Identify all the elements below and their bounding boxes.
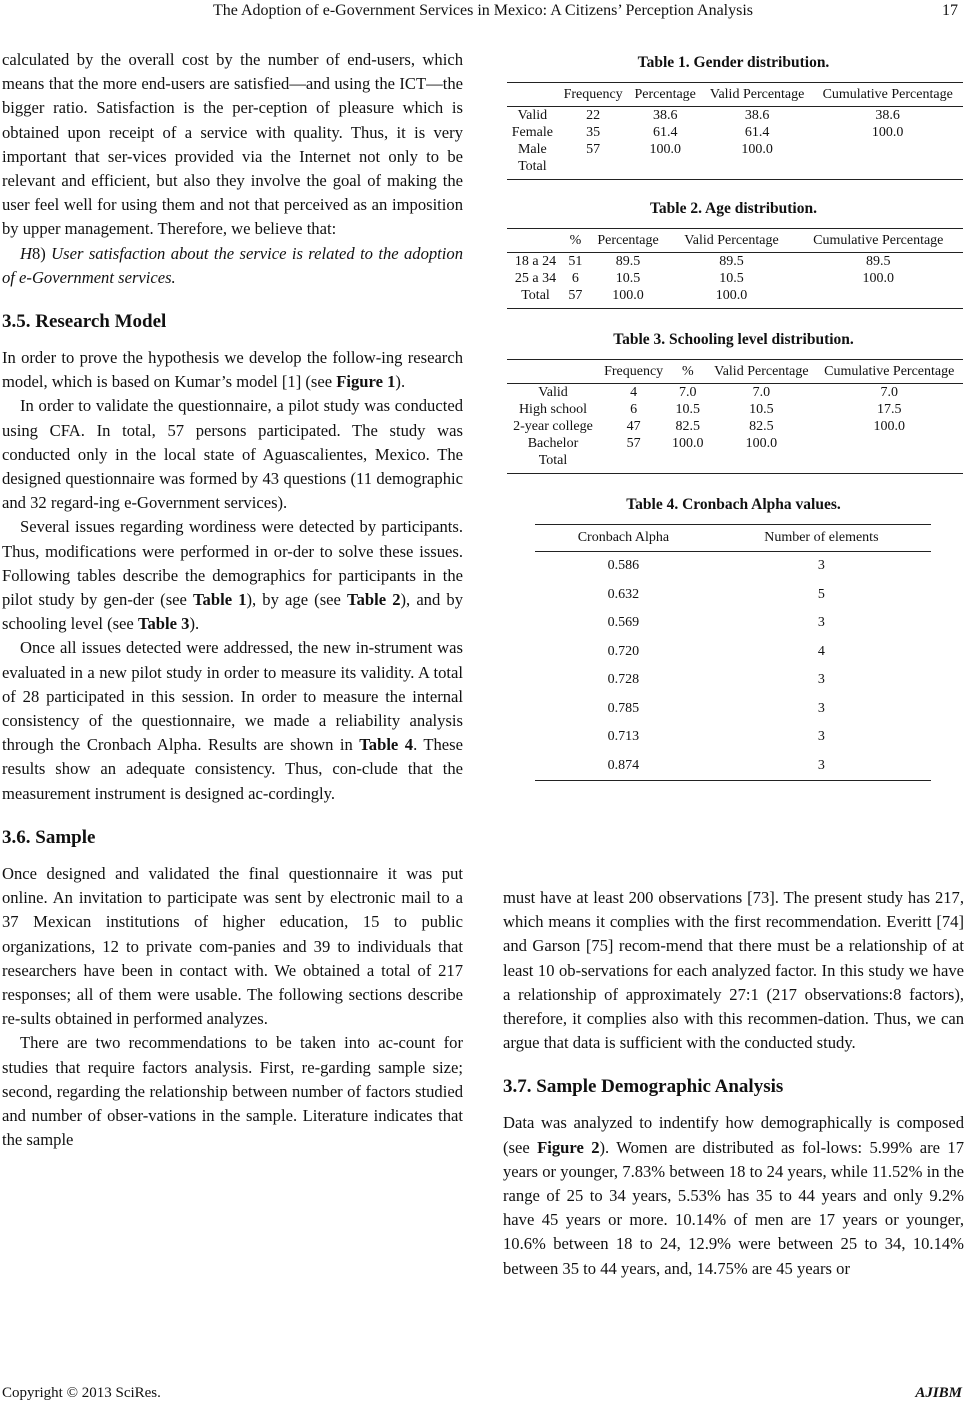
column-header: Cumulative Percentage bbox=[794, 229, 963, 253]
table4-caption: Table 4. Cronbach Alpha values. bbox=[626, 496, 841, 513]
table-header-row bbox=[535, 525, 931, 552]
table-cell: Bachelor bbox=[527, 436, 579, 451]
column-header: Valid Percentage bbox=[669, 229, 793, 253]
table-cell: 0.785 bbox=[607, 700, 640, 716]
table-cell: 17.5 bbox=[876, 402, 902, 417]
paragraph: calculated by the overall cost by the number of end-users, which means that the more end-users are satisfied—and using the ICT—the bigger ratio. Satisfaction is the per-ception of pleasure which is obtained upon receipt of a service with quality. Thus, it is very important that ser-vices provided via the Internet not only to be relevant and efficient, but also they involve the goal of making the user feel well for using them and not that perceived as an imposition by upper management. Therefore, we believe that: bbox=[2, 50, 463, 239]
column-header: Cumulative Percentage bbox=[815, 360, 963, 384]
table-cell: 100.0 bbox=[741, 142, 773, 157]
table-cell bbox=[815, 452, 963, 474]
figure-ref: Figure 1 bbox=[336, 372, 396, 392]
table-cell: 100.0 bbox=[873, 419, 905, 434]
table4-cronbach bbox=[535, 524, 931, 781]
table-row bbox=[535, 609, 931, 638]
text-run: Several issues regarding wordiness were detected by participants. Thus, modifications were performed in or-der to solve these issues. Following tables describe the demographics for participants in the pilot study by gen-der (see bbox=[2, 517, 463, 610]
column-header: Valid Percentage bbox=[707, 360, 815, 384]
table-cell: 7.0 bbox=[880, 385, 898, 400]
table-cell: 35 bbox=[586, 125, 601, 140]
table-cell: Valid bbox=[538, 385, 568, 400]
column-header: Frequency bbox=[599, 360, 668, 384]
table-cell: 18 a 24 bbox=[514, 254, 557, 269]
text-run: ). bbox=[189, 614, 200, 634]
column-header: Valid Percentage bbox=[702, 83, 812, 107]
text-run: Data was analyzed to indentify how demographically is composed (see bbox=[503, 1113, 964, 1157]
table-cell: 4 bbox=[817, 643, 825, 659]
table-cell: 82.5 bbox=[749, 419, 774, 434]
table-header-row bbox=[507, 83, 963, 107]
paragraph bbox=[2, 515, 463, 636]
table-cell: 4 bbox=[630, 385, 638, 400]
section-heading-sample: 3.6. Sample bbox=[2, 826, 96, 848]
table-cell: 100.0 bbox=[587, 287, 670, 309]
table-cell: Male bbox=[517, 142, 547, 157]
table-row bbox=[507, 452, 963, 474]
table-cell: 3 bbox=[817, 672, 825, 688]
text-run: . These results show an adequate consistency. Thus, con-clude that the measurement instrument is designed ac-cordingly. bbox=[2, 735, 463, 803]
paragraph bbox=[2, 346, 463, 394]
table3-schooling bbox=[507, 359, 963, 474]
table-cell: High school bbox=[518, 402, 587, 417]
table2-age bbox=[507, 228, 963, 309]
table2-caption: Table 2. Age distribution. bbox=[650, 200, 817, 217]
table-cell: 0.586 bbox=[607, 558, 640, 574]
paragraph: In order to validate the questionnaire, a pilot study was conducted using CFA. In total, 57 persons participated. The study was conducted only in the local state of Aguascalientes, Mexico. The designed questionnaire was formed by 43 questions (11 demographic and 32 regard-ing e-Government services). bbox=[2, 396, 463, 513]
table-cell: 61.4 bbox=[652, 125, 678, 140]
paragraph bbox=[2, 636, 463, 805]
column-header: Number of elements bbox=[712, 525, 931, 552]
table-cell: 25 a 34 bbox=[514, 271, 557, 286]
column-header: Cronbach Alpha bbox=[535, 525, 712, 552]
table-cell: 89.5 bbox=[615, 254, 641, 269]
table-cell: 0.874 bbox=[535, 752, 712, 781]
table-cell: 6 bbox=[571, 271, 579, 286]
table-ref: Table 2 bbox=[347, 590, 401, 610]
table-cell: 3 bbox=[817, 700, 825, 716]
hypothesis-number: 8) bbox=[31, 243, 46, 263]
text-run: ). Women are distributed as fol-lows: 5.99% are 17 years or younger, 7.83% between 18 to 24 years, while 11.52% in the range of 25 to 34 years, 5.53% has 35 to 44 years and only 9.2% have 45 years or more. 10.14% of men are 17 years or younger, 10.6% between 18 to 24, 12.9% were between 25 to 34, 10.14% between 35 to 44 years, and, 14.75% are 45 years or bbox=[503, 1137, 964, 1278]
table-cell: 38.6 bbox=[875, 108, 900, 123]
table-cell bbox=[599, 452, 668, 474]
section-heading-research-model: 3.5. Research Model bbox=[2, 311, 167, 333]
table-row bbox=[535, 695, 931, 724]
text-run: ), by age (see bbox=[246, 590, 348, 610]
column-header: Percentage bbox=[629, 83, 702, 107]
paragraph: There are two recommendations to be taken into ac-count for studies that require factors analysis. First, re-garding sample size; second, regarding the relationship between number of factors studied and number of obser-vations in the sample. Literature indicates that the sample bbox=[2, 1033, 463, 1150]
table-cell: 89.5 bbox=[866, 254, 891, 269]
table-row bbox=[507, 287, 963, 309]
table-cell bbox=[702, 158, 812, 180]
copyright: Copyright © 2013 SciRes. bbox=[2, 1385, 161, 1401]
table-cell: 100.0 bbox=[745, 436, 778, 451]
running-title: The Adoption of e-Government Services in Mexico: A Citizens’ Perception Analysis bbox=[212, 2, 754, 19]
text-run: ), and by schooling level (see bbox=[2, 590, 464, 634]
table-row bbox=[507, 384, 963, 402]
table-row bbox=[507, 124, 963, 141]
paragraph bbox=[503, 1111, 964, 1280]
table-cell: Female bbox=[511, 125, 553, 140]
column-header: % bbox=[668, 360, 707, 384]
table-row bbox=[535, 552, 931, 581]
table-row bbox=[507, 158, 963, 180]
table-cell: 100.0 bbox=[669, 287, 793, 309]
table-cell: 57 bbox=[626, 436, 641, 451]
table-row bbox=[507, 253, 963, 271]
left-column bbox=[2, 48, 463, 1152]
table-cell: 5 bbox=[817, 586, 825, 602]
table-cell: 22 bbox=[586, 108, 601, 123]
table-header-row bbox=[507, 360, 963, 384]
table-cell: 38.6 bbox=[744, 108, 770, 123]
table-row bbox=[507, 270, 963, 287]
column-header: % bbox=[564, 229, 587, 253]
table-cell: 10.5 bbox=[719, 271, 744, 286]
table3-caption: Table 3. Schooling level distribution. bbox=[613, 331, 854, 348]
table-cell: 10.5 bbox=[749, 402, 774, 417]
column-header: Frequency bbox=[558, 83, 629, 107]
table-cell: 51 bbox=[568, 254, 583, 269]
table-cell: 3 bbox=[817, 615, 825, 631]
table-cell: 2-year college bbox=[513, 419, 593, 434]
table-row bbox=[507, 401, 963, 418]
table-ref: Table 3 bbox=[137, 614, 190, 634]
table-cell: 3 bbox=[817, 558, 825, 574]
table1-gender bbox=[507, 82, 963, 180]
column-header bbox=[507, 229, 564, 253]
table-row bbox=[507, 418, 963, 435]
text-run: In order to prove the hypothesis we develop the follow-ing research model, which is based on Kumar’s model [1] (see bbox=[2, 348, 463, 392]
table-cell: 0.569 bbox=[607, 615, 640, 631]
table-cell: 100.0 bbox=[649, 142, 681, 157]
tables-area bbox=[503, 48, 964, 781]
hypothesis-text: User satisfaction about the service is related to the adoption of e-Government services. bbox=[2, 243, 463, 287]
column-header bbox=[507, 360, 599, 384]
table-cell: 100.0 bbox=[871, 125, 904, 140]
hypothesis-label: H bbox=[20, 243, 32, 263]
table-cell bbox=[629, 158, 702, 180]
table-cell: 100.0 bbox=[862, 271, 895, 286]
table-cell: 61.4 bbox=[744, 125, 770, 140]
table-cell: 0.728 bbox=[607, 672, 640, 688]
page-number: 17 bbox=[942, 2, 958, 19]
table-cell: 10.5 bbox=[615, 271, 641, 286]
table-cell: 57 bbox=[564, 287, 587, 309]
table-row bbox=[535, 723, 931, 752]
table-cell: Total bbox=[507, 287, 564, 309]
table-cell: 0.713 bbox=[607, 729, 640, 745]
table-cell: 3 bbox=[712, 752, 931, 781]
table-row bbox=[535, 752, 931, 781]
section-heading-demographic: 3.7. Sample Demographic Analysis bbox=[503, 1076, 784, 1098]
table-row bbox=[535, 666, 931, 695]
table-cell: 57 bbox=[586, 142, 601, 157]
table-cell bbox=[815, 435, 963, 452]
table-ref: Table 1 bbox=[193, 590, 247, 610]
table-cell: 38.6 bbox=[652, 108, 678, 123]
table-row bbox=[535, 638, 931, 667]
text-run: ). bbox=[395, 372, 406, 392]
hypothesis-h8 bbox=[2, 242, 463, 290]
figure-ref: Figure 2 bbox=[537, 1137, 600, 1157]
right-column bbox=[503, 886, 964, 1281]
table-cell bbox=[707, 452, 815, 474]
paragraph: must have at least 200 observations [73]. The present study has 217, which means it complies with the first recommendation. Everitt [74] and Garson [75] recom-mend that there must be a relationship of at least 10 ob-servations for each analyzed factor. In this study we have a relationship of approximately 27:1 (217 observations:8 factors), therefore, it complies also with this recommen-dation. Thus, we can argue that data is sufficient with the conducted study. bbox=[503, 888, 964, 1053]
table-cell: 100.0 bbox=[672, 436, 704, 451]
table-header-row bbox=[507, 229, 963, 253]
table-row bbox=[535, 581, 931, 610]
table-cell: 7.0 bbox=[752, 385, 771, 400]
column-header: Percentage bbox=[587, 229, 670, 253]
table-cell: Valid bbox=[517, 108, 548, 123]
table-cell: 3 bbox=[817, 729, 825, 745]
journal-name: AJIBM bbox=[915, 1385, 962, 1401]
table-cell: 82.5 bbox=[675, 419, 701, 434]
table-ref: Table 4 bbox=[359, 735, 414, 755]
paragraph: Once designed and validated the final questionnaire it was put online. An invitation to participate was sent by electronic mail to a 37 Mexican institutions of higher education, 15 to public organizations, 12 to private com-panies and 39 to individuals that researchers have been in contact with. We obtained a total of 217 responses; all of them were usable. The following sections describe re-sults obtained in performed analyzes. bbox=[2, 863, 463, 1029]
page-header bbox=[0, 0, 966, 30]
table-row bbox=[507, 107, 963, 125]
table-cell bbox=[794, 287, 963, 309]
table-row bbox=[507, 435, 963, 452]
table-cell bbox=[812, 158, 963, 180]
table-cell: Total bbox=[507, 452, 599, 474]
table-cell bbox=[812, 141, 963, 158]
table-cell: 0.632 bbox=[607, 586, 640, 602]
table-cell bbox=[558, 158, 629, 180]
text-run: Once all issues detected were addressed, the new in-strument was evaluated in a new pilot study in order to measure its validity. A total of 28 participated in this session. In order to measure the internal consistency of the questionnaire, we made a reliability analysis through the Cronbach Alpha. Results are shown in bbox=[2, 638, 463, 755]
table-cell: 6 bbox=[630, 402, 638, 417]
table-cell: 7.0 bbox=[679, 385, 697, 400]
column-header bbox=[507, 83, 558, 107]
table-cell bbox=[668, 452, 707, 474]
table1-caption: Table 1. Gender distribution. bbox=[637, 54, 830, 71]
table-cell: 47 bbox=[626, 419, 641, 434]
table-cell: 10.5 bbox=[675, 402, 701, 417]
table-cell: 89.5 bbox=[719, 254, 744, 269]
table-cell: 0.720 bbox=[607, 643, 640, 659]
table-row bbox=[507, 141, 963, 158]
column-header: Cumulative Percentage bbox=[812, 83, 963, 107]
table-cell: Total bbox=[507, 158, 558, 180]
